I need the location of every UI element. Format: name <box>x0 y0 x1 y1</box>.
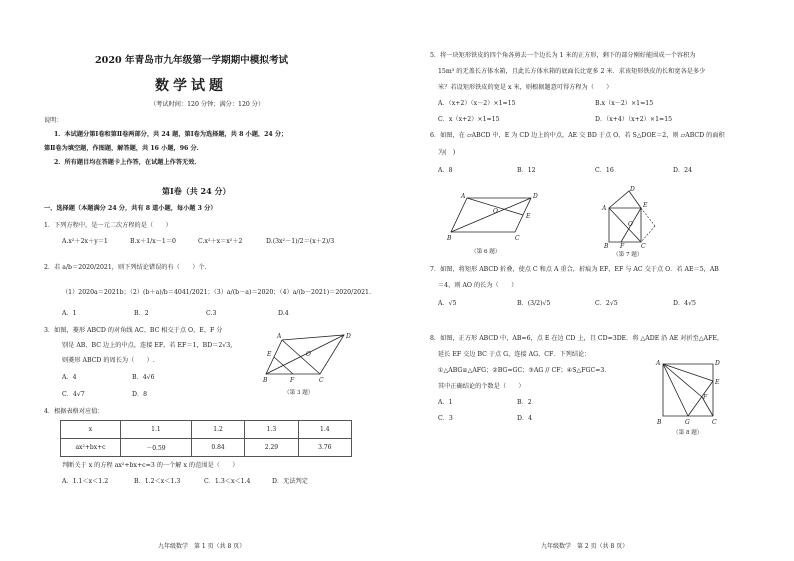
q3-option-b: B．4√6 <box>132 374 155 381</box>
table-cell: 1.2 <box>191 421 244 439</box>
label-a: A <box>656 360 661 367</box>
page-1-footer: 九年级数学 第 1 页（共 8 页） <box>158 543 246 550</box>
table-cell: 0.84 <box>191 439 244 457</box>
q8-option-c: C．3 <box>438 415 453 422</box>
label-a: A <box>277 333 282 340</box>
label-b: B <box>604 243 609 250</box>
q1-option-b: B.x＋1/x－1＝0 <box>130 238 176 245</box>
diagonal-ac <box>609 208 641 242</box>
label-c: C <box>515 235 520 242</box>
q3-option-a: A．4 <box>62 374 77 381</box>
label-e: E <box>643 202 648 209</box>
instruction-line-3: 2．所有题目均在答题卡上作答，在试题上作答无效． <box>54 159 201 166</box>
q8-option-b: B．2 <box>517 399 532 406</box>
label-d: D <box>630 186 635 193</box>
label-o: O <box>306 351 311 358</box>
label-c: C <box>319 377 324 384</box>
label-c: C <box>712 419 717 426</box>
q6-line-2: 为( ) <box>438 149 456 156</box>
table-cell: x <box>61 421 121 439</box>
table-cell: 1.4 <box>298 421 351 439</box>
label-d: D <box>346 333 351 340</box>
q3-option-c: C．4√7 <box>62 391 85 398</box>
instruction-line-2: 第Ⅱ卷为填空题，作图题，解答题，共 16 小题，96 分． <box>44 145 203 152</box>
q7-rectangle-figure <box>597 186 657 248</box>
q4-question: 判断关于 x 的方程 ax²+bx+c=3 的一个解 x 的范围是（ ） <box>62 462 239 469</box>
q2-option-b: B．2 <box>134 310 149 317</box>
table-row <box>61 421 352 439</box>
table-row <box>61 439 352 457</box>
q1-stem: 1．下列方程中，是一元二次方程的是（ ） <box>44 222 172 229</box>
exam-page-2 <box>397 0 794 561</box>
folded-part <box>609 191 641 208</box>
table-cell: ax²+bx+c <box>61 439 121 457</box>
q4-option-c: C．1.3＜x＜1.4 <box>204 478 251 485</box>
label-b: B <box>447 235 452 242</box>
q7-caption: （第 7 题） <box>613 252 643 258</box>
label-a: A <box>602 205 607 212</box>
q1-option-a: A.x²＋2x＋y＝1 <box>62 238 108 245</box>
q2-stem: 2．若 a/b＝2020/2021，则下列结论错误的有（ ）个. <box>44 264 207 271</box>
q5-option-d: D．（x+4）（x+2）×1=15 <box>595 116 673 123</box>
q8-line-3: ①△ABG≌△AFG；②BG=GC；③AG // CF；④S△FGC=3． <box>438 367 611 374</box>
q8-caption: （第 8 题） <box>673 430 703 436</box>
label-a: A <box>461 193 466 200</box>
q6-option-d: D．24 <box>673 167 693 174</box>
segment-ae <box>663 364 713 381</box>
q7-line-2: ＝4，则 AO 的长为（ ） <box>438 282 518 289</box>
table-cell: 1.1 <box>121 421 192 439</box>
table-cell: 2.29 <box>245 439 298 457</box>
label-o: O <box>493 208 498 215</box>
label-o: O <box>628 221 633 228</box>
dashed-line-2 <box>641 226 655 242</box>
q2-items: （1）2020a＝2021b；（2）(b＋a)/b＝4041/2021；（3）a/(b－a)＝2020；（4）a/(b－2021)＝2020/2021. <box>62 289 371 296</box>
q4-value-table <box>60 420 352 457</box>
q3-line-1: 3．如图，菱形 ABCD 的对角线 AC、BC 相交于点 O，E、F 分 <box>44 327 223 334</box>
segment-eg <box>688 381 713 416</box>
q5-option-b: B.x（x－2）×1=15 <box>595 100 654 107</box>
q6-option-c: C．16 <box>595 167 614 174</box>
segment-af <box>663 364 702 397</box>
q8-option-d: D．4 <box>517 415 533 422</box>
exam-title: 2020 年青岛市九年级第一学期期中模拟考试 <box>95 55 289 66</box>
exam-info: （考试时间：120 分钟；满分：120 分） <box>150 101 265 108</box>
label-f: F <box>290 377 295 384</box>
q6-option-a: A．8 <box>438 167 453 174</box>
table-cell: －0.59 <box>121 439 192 457</box>
label-b: B <box>263 377 268 384</box>
part1-title: 一、选择题（本题满分 24 分，共有 8 道小题，每小题 3 分） <box>44 205 217 212</box>
instruction-line-1: 1．本试题分第Ⅰ卷和第Ⅱ卷两部分，共 24 题，第Ⅰ卷为选择题，共 8 小题，24 分； <box>54 131 288 138</box>
label-d: D <box>715 360 720 367</box>
label-g: G <box>685 419 690 426</box>
q4-option-b: B．1.2＜x＜1.3 <box>134 478 181 485</box>
label-f: F <box>703 394 708 401</box>
q2-option-d: D.4 <box>278 310 289 317</box>
q3-line-2: 别是 AB、BC 边上的中点，连接 EF，若 EF＝1，BD＝2√3， <box>62 342 237 349</box>
q3-caption: （第 3 题） <box>284 390 314 396</box>
label-e: E <box>267 351 272 358</box>
q3-line-3: 则菱形 ABCD 的周长为（ ）. <box>62 357 155 364</box>
q4-option-a: A．1.1＜x＜1.2 <box>62 478 109 485</box>
q2-option-a: A．1 <box>62 310 77 317</box>
q1-option-d: D.(3x²－1)/2＝(x＋2)/3 <box>266 238 335 245</box>
q8-option-a: A．1 <box>438 399 453 406</box>
q5-line-2: 15m³ 的无盖长方体水箱，且此长方体水箱的底面长比宽多 2 米．求该矩形铁皮的长和宽各是多少 <box>438 68 706 75</box>
q6-option-b: B．12 <box>517 167 536 174</box>
q5-option-a: A．（x+2）（x－2）×1=15 <box>438 100 516 107</box>
page-2-footer: 九年级数学 第 2 页（共 8 页） <box>541 543 629 550</box>
q1-option-c: C.x²＋x＝x²＋2 <box>198 238 243 245</box>
q7-line-1: 7．如图，将矩形 ABCD 折叠，使点 C 和点 A 重合，折痕为 EF，EF 与 AC 交于点 O．若 AE＝5，AB <box>430 266 719 273</box>
label-f: F <box>620 243 625 250</box>
q7-option-c: C．2√5 <box>595 300 618 307</box>
q8-line-4: 其中正确结论的个数是（ ） <box>438 383 525 390</box>
dashed-line <box>641 208 655 226</box>
q7-option-b: B．(3/2)√5 <box>517 300 551 307</box>
q7-option-d: D．4√5 <box>673 300 696 307</box>
q4-stem: 4．根据表格对应值： <box>44 408 104 415</box>
q5-line-3: 米？若设矩形铁皮的宽是 x 米，则根据题意可得方程为（ ） <box>438 84 613 91</box>
q3-option-d: D．8 <box>132 391 148 398</box>
section-title: 第Ⅰ卷（共 24 分） <box>162 186 231 196</box>
q4-option-d: D．无法判定 <box>272 478 308 485</box>
label-e: E <box>715 379 720 386</box>
q6-line-1: 6．如图，在 ▱ABCD 中，E 为 CD 边上的中点，AE 交 BD 于点 O，若 S△DOE＝2，则 ▱ABCD 的面积 <box>430 132 725 139</box>
diagonal-bd <box>451 198 531 232</box>
q8-square-figure <box>655 358 725 428</box>
label-c: C <box>641 243 646 250</box>
q6-parallelogram-figure <box>447 192 537 242</box>
label-d: D <box>533 193 538 200</box>
table-cell: 3.76 <box>298 439 351 457</box>
square-outline <box>663 364 713 416</box>
instructions-label: 说明： <box>44 117 63 124</box>
q3-rhombus-figure <box>262 332 352 384</box>
label-e: E <box>526 213 531 220</box>
q5-option-c: C．x（x+2）×1=15 <box>438 116 500 123</box>
q8-line-2: 延长 EF 交边 BC 于点 G，连接 AG、CF．下列结论： <box>438 351 591 358</box>
q2-option-c: C.3 <box>206 310 217 317</box>
label-b: B <box>657 419 662 426</box>
subject-title: 数学试题 <box>155 78 227 94</box>
q8-line-1: 8．如图，正方形 ABCD 中，AB=6，点 E 在边 CD 上，且 CD=3DE．将 △ADE 沿 AE 对折至△AFE， <box>430 335 724 342</box>
segment-ag <box>663 364 688 416</box>
q5-line-1: 5．将一块矩形铁皮的四个角各剪去一个边长为 1 米的正方形，剩下的部分刚好能围成一个容积为 <box>430 52 696 59</box>
q6-caption: （第 6 题） <box>471 249 501 255</box>
segment-ef <box>274 357 293 374</box>
q7-option-a: A．√5 <box>438 300 457 307</box>
table-cell: 1.3 <box>245 421 298 439</box>
